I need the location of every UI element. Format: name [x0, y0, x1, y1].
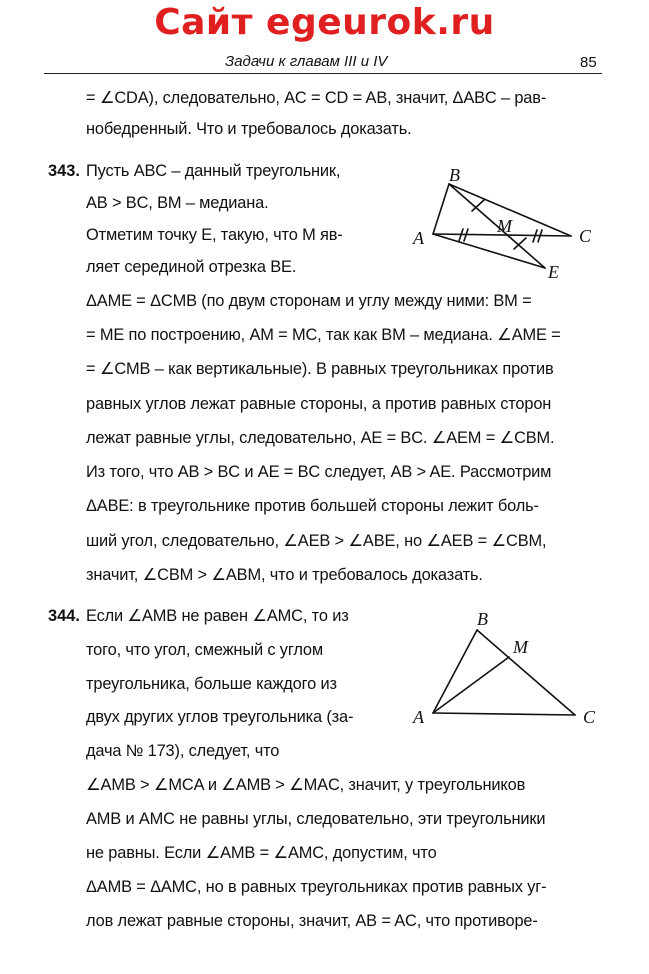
text-line: AB > BC, BM – медиана. — [86, 194, 269, 212]
text-line: ΔAME = ΔCMB (по двум сторонам и углу между ними: BM = — [86, 292, 532, 310]
segment-ac — [433, 713, 575, 715]
text-line: лов лежат равные стороны, значит, AB = AC, что противоре- — [86, 912, 538, 930]
text-line: ляет серединой отрезка BE. — [86, 258, 297, 276]
segment-ae — [433, 234, 545, 268]
text-line: = ME по построению, AM = MC, так как BM – медиана. ∠AME = — [86, 326, 561, 344]
text-line: того, что угол, смежный с углом — [86, 641, 323, 659]
label-m: M — [513, 637, 528, 657]
text-line: треугольника, больше каждого из — [86, 675, 337, 693]
text-line: ший угол, следовательно, ∠AEB > ∠ABE, но ∠AEB = ∠CBM, — [86, 532, 547, 550]
text-line: лежат равные углы, следовательно, AE = BC. ∠AEM = ∠CBM. — [86, 429, 555, 447]
segment-ab — [433, 630, 477, 713]
label-e: E — [548, 262, 559, 282]
problem-number: 344. — [48, 607, 80, 625]
text-line: Если ∠AMB не равен ∠AMC, то из — [86, 607, 349, 625]
text-line: не равны. Если ∠AMB = ∠AMC, допустим, что — [86, 844, 437, 862]
text-line: Пусть ABC – данный треугольник, — [86, 162, 341, 180]
text-line: значит, ∠CBM > ∠ABM, что и требовалось доказать. — [86, 566, 483, 584]
header-rule — [44, 73, 602, 74]
text-line: ΔAMB = ΔAMC, но в равных треугольниках против равных уг- — [86, 878, 547, 896]
text-line: ∠AMB > ∠MCA и ∠AMB > ∠MAC, значит, у треугольников — [86, 776, 526, 794]
label-b: B — [449, 165, 460, 185]
text-line: ΔABE: в треугольнике против большей стороны лежит боль- — [86, 497, 539, 515]
text-line: равных углов лежат равные стороны, а против равных сторон — [86, 395, 552, 413]
problem-number: 343. — [48, 162, 80, 180]
figure-344 — [405, 605, 605, 735]
running-title: Задачи к главам III и IV — [225, 53, 388, 70]
text-line: нобедренный. Что и требовалось доказать. — [86, 120, 412, 138]
label-c: C — [579, 226, 592, 246]
text-line: = ∠CDA), следовательно, AC = CD = AB, значит, ΔABC – рав- — [86, 89, 547, 107]
page-number: 85 — [580, 54, 597, 71]
figure-343 — [405, 160, 605, 290]
text-line: дача № 173), следует, что — [86, 742, 280, 760]
label-m: M — [497, 216, 512, 236]
label-a: A — [413, 707, 424, 727]
text-line: = ∠CMB – как вертикальные). В равных треугольниках против — [86, 360, 554, 378]
segment-am — [433, 657, 509, 713]
label-b: B — [477, 609, 488, 629]
text-line: Отметим точку E, такую, что M яв- — [86, 226, 343, 244]
text-line: Из того, что AB > BC и AE = BC следует, AB > AE. Рассмотрим — [86, 463, 552, 481]
label-c: C — [583, 707, 596, 727]
site-watermark: Сайт egeurok.ru — [154, 2, 495, 43]
text-line: двух других углов треугольника (за- — [86, 708, 354, 726]
text-line: AMB и AMC не равны углы, следовательно, эти треугольники — [86, 810, 546, 828]
segment-ab — [433, 184, 449, 234]
label-a: A — [413, 228, 424, 248]
